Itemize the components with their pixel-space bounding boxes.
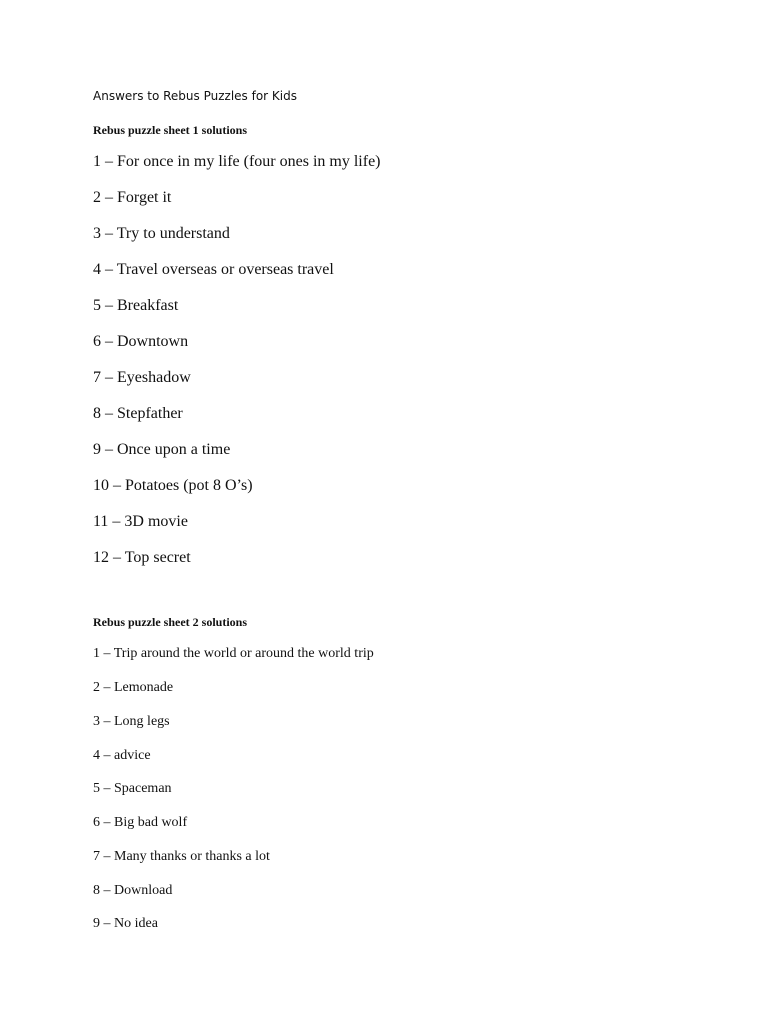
sheet1-item-8: 8 – Stepfather bbox=[93, 405, 183, 422]
sheet1-item-6: 6 – Downtown bbox=[93, 333, 189, 350]
sheet1-item-9: 9 – Once upon a time bbox=[93, 441, 231, 458]
sheet1-item-1: 1 – For once in my life (four ones in my life) bbox=[93, 153, 381, 170]
sheet1-item-7: 7 – Eyeshadow bbox=[93, 369, 191, 386]
sheet2-item-2: 2 – Lemonade bbox=[93, 680, 174, 695]
sheet1-item-10: 10 – Potatoes (pot 8 O’s) bbox=[93, 477, 253, 494]
sheet1-item-5: 5 – Breakfast bbox=[93, 297, 179, 314]
sheet2-item-5: 5 – Spaceman bbox=[93, 781, 172, 796]
sheet1-item-12: 12 – Top secret bbox=[93, 549, 191, 566]
sheet2-item-6: 6 – Big bad wolf bbox=[93, 815, 188, 830]
sheet2-item-3: 3 – Long legs bbox=[93, 714, 170, 729]
document-title: Answers to Rebus Puzzles for Kids bbox=[93, 89, 297, 103]
sheet2-item-8: 8 – Download bbox=[93, 883, 173, 898]
sheet1-item-11: 11 – 3D movie bbox=[93, 513, 188, 530]
sheet2-item-4: 4 – advice bbox=[93, 748, 151, 763]
sheet1-heading: Rebus puzzle sheet 1 solutions bbox=[93, 123, 248, 137]
sheet2-item-1: 1 – Trip around the world or around the world trip bbox=[93, 646, 374, 661]
sheet1-item-2: 2 – Forget it bbox=[93, 189, 172, 206]
sheet1-item-4: 4 – Travel overseas or overseas travel bbox=[93, 261, 334, 278]
sheet2-item-9: 9 – No idea bbox=[93, 916, 158, 931]
sheet1-item-3: 3 – Try to understand bbox=[93, 225, 230, 242]
sheet2-heading: Rebus puzzle sheet 2 solutions bbox=[93, 615, 248, 629]
sheet2-item-7: 7 – Many thanks or thanks a lot bbox=[93, 849, 270, 864]
